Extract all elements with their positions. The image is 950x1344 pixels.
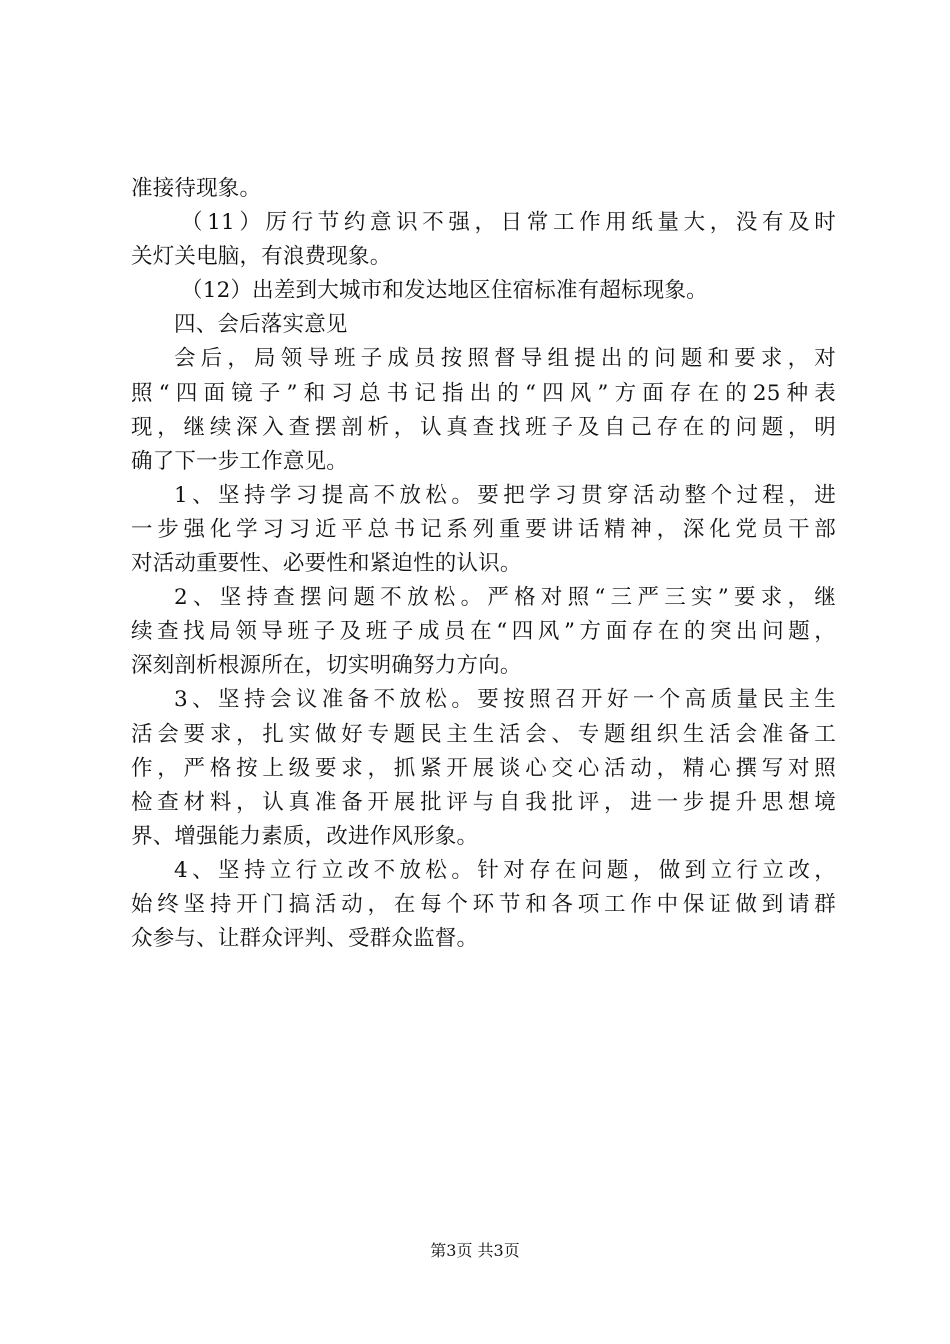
- text-line: 关灯关电脑，有浪费现象。: [131, 244, 392, 270]
- text-line: 作，严格按上级要求，抓紧开展谈心交心活动，精心撰写对照: [131, 755, 836, 781]
- text-line: 4、坚持立行立改不放松。针对存在问题，做到立行立改，: [174, 857, 836, 883]
- text-line: 准接待现象。: [131, 176, 262, 201]
- text-line: 确了下一步工作意见。: [131, 448, 349, 474]
- text-line: 1、坚持学习提高不放松。要把学习贯穿活动整个过程，进: [174, 482, 836, 508]
- document-body: [131, 172, 836, 956]
- text-line: 照“四面镜子”和习总书记指出的“四风”方面存在的25种表: [131, 380, 836, 406]
- text-line: 会后，局领导班子成员按照督导组提出的问题和要求，对: [174, 346, 836, 372]
- text-line: 2、坚持查摆问题不放松。严格对照“三严三实”要求，继: [174, 585, 836, 611]
- text-line: 续查找局领导班子及班子成员在“四风”方面存在的突出问题，: [131, 619, 836, 645]
- page-footer: 第3页 共3页: [430, 1241, 520, 1260]
- text-line: 一步强化学习习近平总书记系列重要讲话精神，深化党员干部: [131, 516, 836, 542]
- text-line: 深刻剖析根源所在，切实明确努力方向。: [131, 653, 522, 679]
- text-line: 众参与、让群众评判、受群众监督。: [131, 926, 479, 952]
- text-line: 活会要求，扎实做好专题民主生活会、专题组织生活会准备工: [131, 721, 836, 747]
- text-line: （12）出差到大城市和发达地区住宿标准有超标现象。: [181, 278, 708, 304]
- text-line: （11）厉行节约意识不强，日常工作用纸量大，没有及时: [181, 210, 836, 236]
- text-line: 始终坚持开门搞活动，在每个环节和各项工作中保证做到请群: [131, 891, 836, 917]
- text-line: 现，继续深入查摆剖析，认真查找班子及自己存在的问题，明: [131, 414, 836, 440]
- section-heading: 四、会后落实意见: [174, 312, 348, 338]
- text-line: 检查材料，认真准备开展批评与自我批评，进一步提升思想境: [131, 789, 836, 815]
- text-line: 界、增强能力素质，改进作风形象。: [131, 823, 479, 849]
- text-line: 3、坚持会议准备不放松。要按照召开好一个高质量民主生: [174, 687, 836, 713]
- text-line: 对活动重要性、必要性和紧迫性的认识。: [131, 551, 522, 577]
